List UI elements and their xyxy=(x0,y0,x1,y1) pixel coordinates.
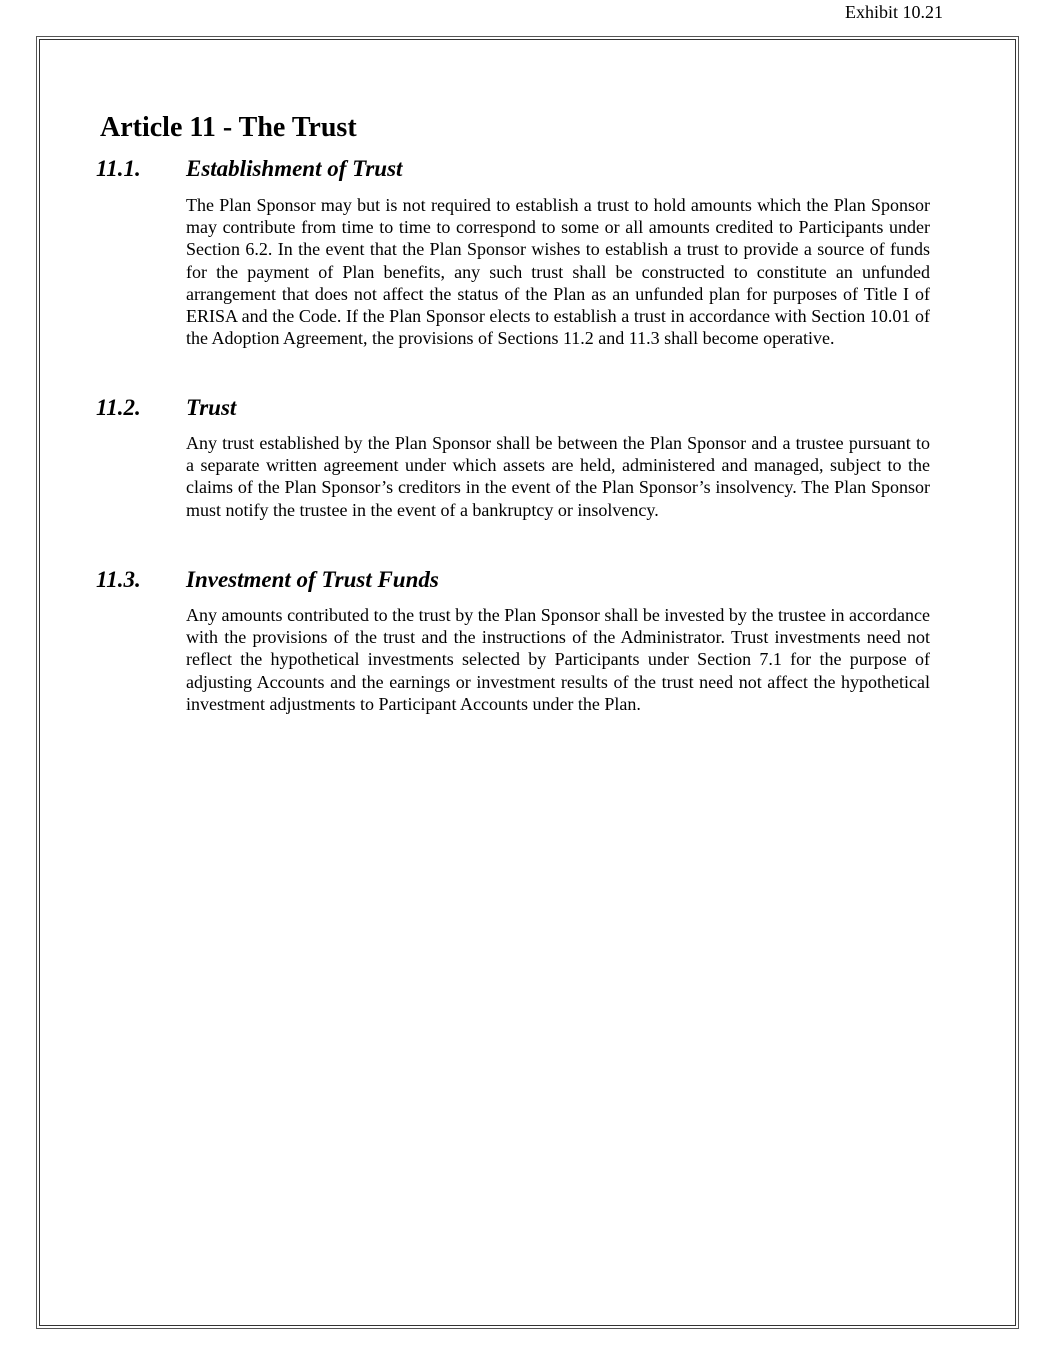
section-number: 11.2. xyxy=(96,395,141,420)
section-heading-11-1 xyxy=(96,154,936,184)
section-heading-11-3 xyxy=(96,565,936,595)
section-number: 11.3. xyxy=(96,567,141,592)
section-body-11-3: Any amounts contributed to the trust by the Plan Sponsor shall be invested by the trustee in accordance with the provisions of the trust and the instructions of the Administrator. Trust investments need not reflect the hypothetical investments selected by Participants under Section 7.1 for the purpose of adjusting Accounts and the earnings or investment results of the trust need not affect the hypothetical investment adjustments to Participant Accounts under the Plan. xyxy=(186,605,930,714)
section-title: Establishment of Trust xyxy=(186,156,403,181)
section-number: 11.1. xyxy=(96,156,141,181)
exhibit-label: Exhibit 10.21 xyxy=(845,2,943,22)
section-body-11-2: Any trust established by the Plan Sponsor shall be between the Plan Sponsor and a trustee pursuant to a separate written agreement under which assets are held, administered and managed, subject to the claims of the Plan Sponsor’s creditors in the event of the Plan Sponsor’s insolvency. The Plan Sponsor must notify the trustee in the event of a bankruptcy or insolvency. xyxy=(186,433,930,520)
section-title: Investment of Trust Funds xyxy=(186,567,439,592)
section-body-11-1: The Plan Sponsor may but is not required to establish a trust to hold amounts which the Plan Sponsor may contribute from time to time to correspond to some or all amounts credited to Participants under Section 6.2. In the event that the Plan Sponsor wishes to establish a trust to provide a source of funds for the payment of Plan benefits, any such trust shall be constructed to constitute an unfunded arrangement that does not affect the status of the Plan as an unfunded plan for purposes of Title I of ERISA and the Code. If the Plan Sponsor elects to establish a trust in accordance with Section 10.01 of the Adoption Agreement, the provisions of Sections 11.2 and 11.3 shall become operative. xyxy=(186,195,930,349)
section-title: Trust xyxy=(186,395,237,420)
article-title: Article 11 - The Trust xyxy=(100,112,357,143)
section-heading-11-2 xyxy=(96,393,936,423)
